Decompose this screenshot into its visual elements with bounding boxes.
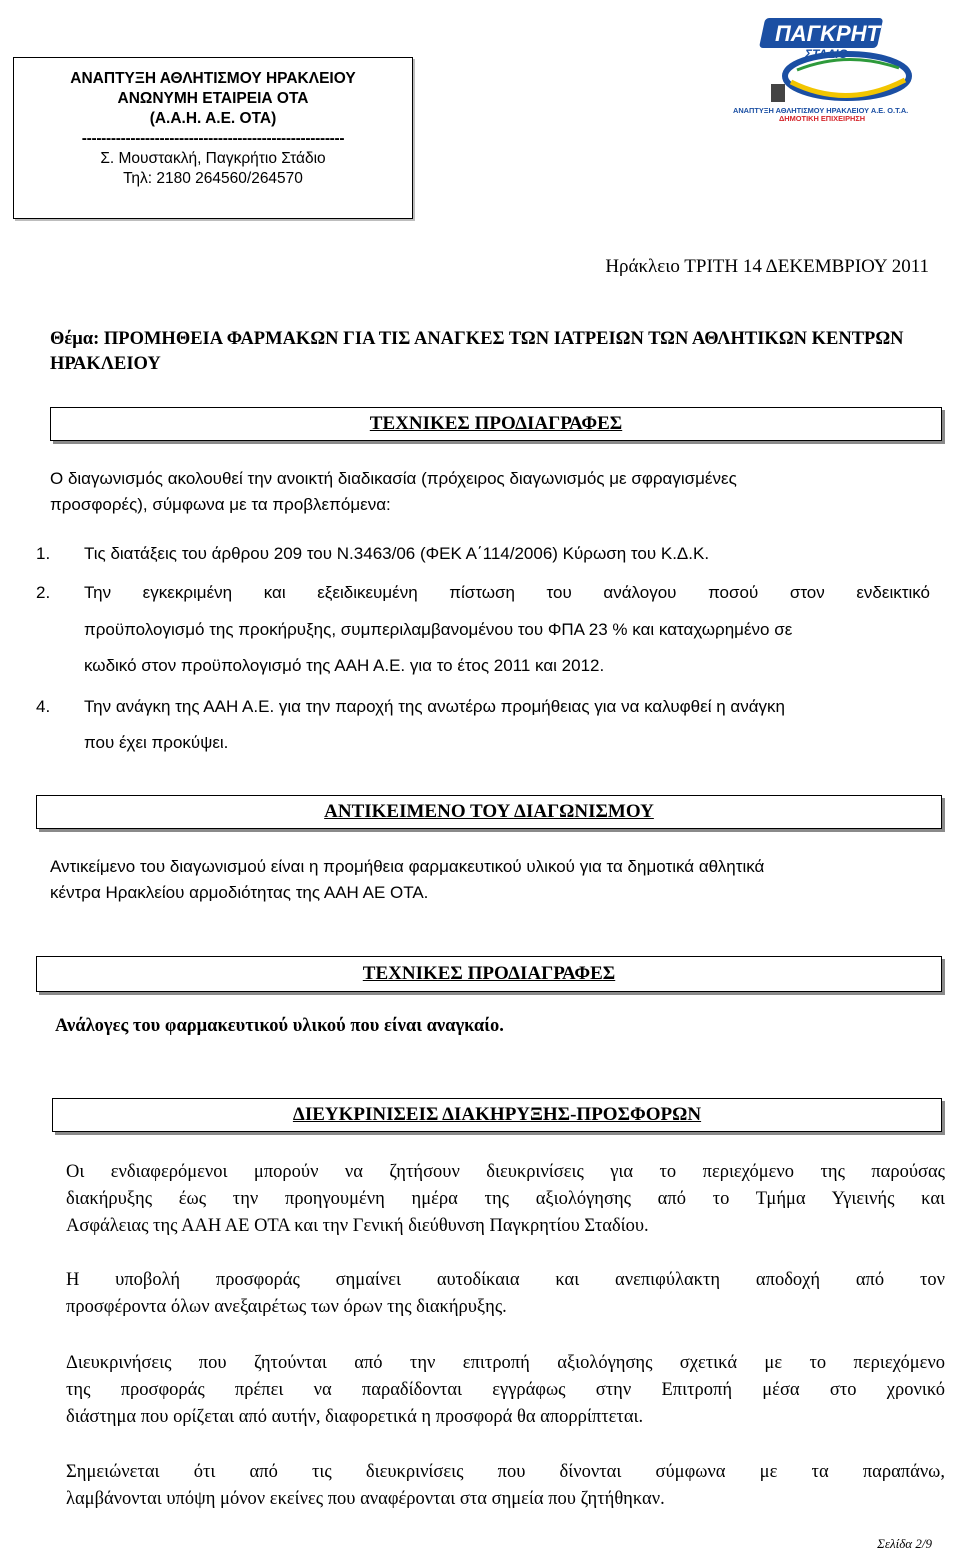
paragraph-line: Διευκρινήσεις που ζητούνται από την επιτροπή αξιολόγησης σχετικά με το περιεχόμενο — [66, 1353, 945, 1373]
paragraph-2 — [66, 1267, 945, 1321]
logo-caption-1: ΑΝΑΠΤΥΞΗ ΑΘΛΗΤΙΣΜΟΥ ΗΡΑΚΛΕΙΟΥ Α.Ε. Ο.Τ.Α. — [733, 106, 909, 115]
list-number: 4. — [36, 697, 51, 716]
list-number: 1. — [36, 544, 51, 563]
paragraph-line: Η υποβολή προσφοράς σημαίνει αυτοδίκαια και ανεπιφύλακτη αποδοχή από τον — [66, 1270, 945, 1290]
section-banner-technical-specs — [50, 407, 942, 441]
paragraph-line: Οι ενδιαφερόμενοι μπορούν να ζητήσουν διευκρινίσεις για το περιεχόμενο της παρούσας — [66, 1162, 945, 1182]
section3-text: Ανάλογες του φαρμακευτικού υλικού που είναι αναγκαίο. — [55, 1016, 504, 1036]
org-address: Σ. Μουστακλή, Παγκρήτιο Στάδιο — [100, 150, 326, 167]
logo-caption-2: ΔΗΜΟΤΙΚΗ ΕΠΙΧΕΙΡΗΣΗ — [779, 114, 866, 122]
logo-subtitle: ΣΤΑΔΙΟ — [805, 47, 848, 61]
subject-line: Θέμα: ΠΡΟΜΗΘΕΙΑ ΦΑΡΜΑΚΩΝ ΓΙΑ ΤΙΣ ΑΝΑΓΚΕΣ ΤΩΝ ΙΑΤΡΕΙΩΝ ΤΩΝ ΑΘΛΗΤΙΚΩΝ ΚΕΝΤΡΩΝ ΗΡΑΚΛΕΙΟΥ — [50, 329, 904, 374]
list-text-line: που έχει προκύψει. — [84, 733, 229, 752]
section-banner-clarifications — [52, 1098, 942, 1132]
paragraph-line: διάστημα που ορίζεται από αυτήν, διαφορετικά η προσφορά θα απορρίπτεται. — [66, 1407, 644, 1427]
paragraph-line: διακήρυξης έως την προηγουμένη ημέρα της αξιολόγησης από το Τμήμα Υγιεινής και — [66, 1189, 945, 1209]
org-name-line1: ΑΝΑΠΤΥΞΗ ΑΘΛΗΤΙΣΜΟΥ ΗΡΑΚΛΕΙΟΥ — [70, 70, 356, 87]
paragraph-3 — [66, 1350, 945, 1431]
list-item — [36, 694, 930, 758]
stadium-logo — [727, 10, 947, 122]
paragraph-line: της προσφοράς πρέπει να παραδίδονται εγγράφως στην Επιτροπή μέσα στο χρονικό — [66, 1380, 945, 1400]
section-title: ΑΝΤΙΚΕΙΜΕΝΟ ΤΟΥ ΔΙΑΓΩΝΙΣΜΟΥ — [324, 801, 654, 822]
logo-title: ΠΑΓΚΡΗΤΙΟ — [775, 21, 904, 46]
paragraph-line: Σημειώνεται ότι από τις διευκρινίσεις που δίνονται σύμφωνα με τα παραπάνω, — [66, 1462, 945, 1482]
section-title: ΔΙΕΥΚΡΙΝΙΣΕΙΣ ΔΙΑΚΗΡΥΞΗΣ-ΠΡΟΣΦΟΡΩΝ — [292, 1104, 702, 1125]
paragraph-line: προσφέροντα όλων ανεξαιρέτως των όρων της διακήρυξης. — [66, 1297, 507, 1317]
list-number: 2. — [36, 583, 51, 602]
document-date: Ηράκλειο ΤΡΙΤΗ 14 ΔΕΚΕΜΒΡΙΟΥ 2011 — [605, 256, 929, 277]
intro-line-2: προσφορές), σύμφωνα με τα προβλεπόμενα: — [50, 495, 391, 514]
section-title: ΤΕΧΝΙΚΕΣ ΠΡΟΔΙΑΓΡΑΦΕΣ — [362, 963, 616, 984]
list-text-line: κωδικό στον προϋπολογισμό της ΑΑΗ Α.Ε. για το έτος 2011 και 2012. — [84, 656, 605, 675]
org-phone: Τηλ: 2180 264560/264570 — [123, 170, 303, 187]
list-item — [36, 541, 930, 567]
list-item — [36, 580, 930, 680]
list-text-line: Την ανάγκη της ΑΑΗ Α.Ε. για την παροχή της ανωτέρω προμήθειας για να καλυφθεί η ανάγκη — [84, 697, 785, 716]
list-text-line: Την εγκεκριμένη και εξειδικευμένη πίστωση του ανάλογου ποσού στον ενδεικτικό — [84, 583, 930, 602]
paragraph-line: λαμβάνονται υπόψη μόνον εκείνες που αναφέρονται στα σημεία που ζητήθηκαν. — [66, 1489, 665, 1509]
page-number: Σελίδα 2/9 — [877, 1536, 932, 1551]
section-banner-tender-subject — [36, 795, 942, 829]
list-text-line: προϋπολογισμό της προκήρυξης, συμπεριλαμβανομένου του ΦΠΑ 23 % και καταχωρημένο σε — [84, 620, 793, 639]
header-separator: ------------------------------------------------------ — [81, 130, 345, 147]
paragraph-line: Αντικείμενο του διαγωνισμού είναι η προμήθεια φαρμακευτικού υλικού για τα δημοτικά αθλητικά — [50, 857, 765, 876]
section1-intro — [50, 466, 930, 518]
paragraph-1 — [66, 1159, 945, 1240]
header-box — [13, 57, 413, 219]
intro-line-1: Ο διαγωνισμός ακολουθεί την ανοικτή διαδικασία (πρόχειρος διαγωνισμός με σφραγισμένες — [50, 469, 737, 488]
paragraph-line: Ασφάλειας της ΑΑΗ ΑΕ ΟΤΑ και την Γενική διεύθυνση Παγκρητίου Σταδίου. — [66, 1216, 649, 1236]
section-title: ΤΕΧΝΙΚΕΣ ΠΡΟΔΙΑΓΡΑΦΕΣ — [369, 413, 623, 434]
section-banner-technical-specs-2 — [36, 956, 942, 992]
paragraph-line: κέντρα Ηρακλείου αρμοδιότητας της ΑΑΗ ΑΕ ΟΤΑ. — [50, 883, 429, 902]
org-name-line2: ΑΝΩΝΥΜΗ ΕΤΑΙΡΕΙΑ ΟΤΑ — [117, 90, 309, 107]
list-text: Τις διατάξεις του άρθρου 209 του Ν.3463/06 (ΦΕΚ Α΄114/2006) Κύρωση του Κ.Δ.Κ. — [84, 544, 710, 563]
paragraph-4 — [66, 1459, 945, 1513]
org-name-line3: (Α.Α.Η. Α.Ε. ΟΤΑ) — [149, 110, 277, 127]
section2-text — [50, 854, 930, 906]
